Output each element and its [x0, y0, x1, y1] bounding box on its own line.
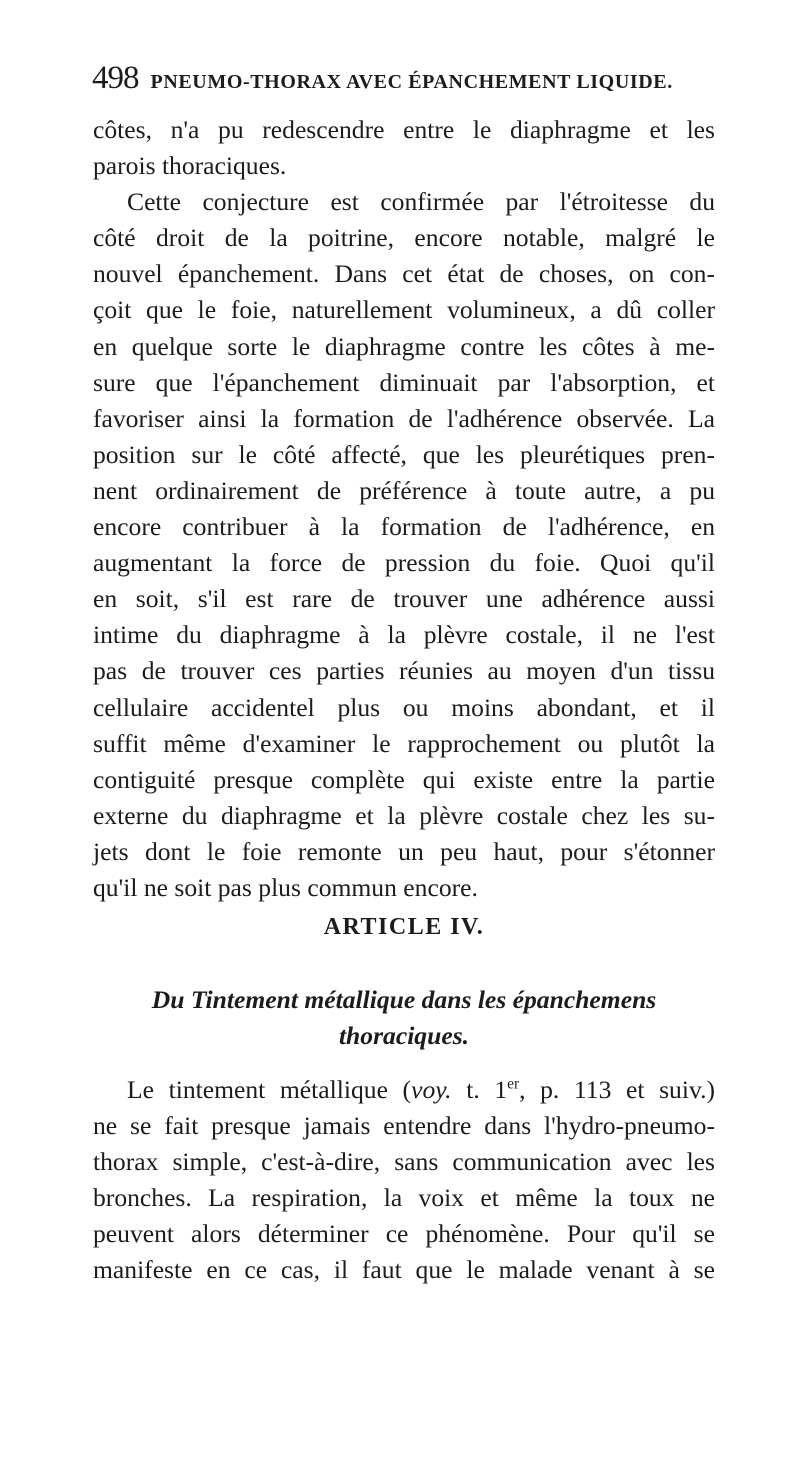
text-line: pas de trouver ces parties réunies au moyen d'un tissu [93, 656, 715, 686]
page-number: 498 [92, 60, 139, 96]
text-line: Le tintement métallique (voy. t. 1er, p. 113 et suiv.) [127, 1075, 716, 1104]
text-line: thorax simple, c'est-à-dire, sans communication avec les [93, 1147, 715, 1177]
running-head [92, 60, 712, 104]
section-title-line: thoraciques. [338, 1021, 470, 1050]
text-line: Cette conjecture est confirmée par l'étroitesse du [127, 187, 715, 217]
text-line: contiguité presque complète qui existe entre la partie [93, 764, 715, 794]
text-line: position sur le côté affecté, que les pleurétiques pren- [93, 439, 715, 469]
text-line: sure que l'épanchement diminuait par l'absorption, et [93, 367, 715, 397]
text-line: nouvel épanchement. Dans cet état de choses, on con- [93, 259, 715, 289]
text-line: ne se fait presque jamais entendre dans l'hydro-pneumo- [93, 1111, 715, 1141]
text-line: nent ordinairement de préférence à toute autre, a pu [93, 475, 715, 505]
text-line: intime du diaphragme à la plèvre costale, il ne l'est [93, 620, 715, 650]
text-line: cellulaire accidentel plus ou moins abondant, et il [93, 692, 715, 722]
text-line: çoit que le foie, naturellement volumineux, a dû coller [93, 295, 715, 325]
text-line: suffit même d'examiner le rapprochement ou plutôt la [93, 728, 715, 758]
text-line: en quelque sorte le diaphragme contre les côtes à me- [93, 331, 715, 361]
text-line: côtes, n'a pu redescendre entre le diaphragme et les [93, 115, 715, 144]
paragraph-conjecture [93, 184, 715, 906]
text-line: bronches. La respiration, la voix et même la toux ne [93, 1183, 715, 1213]
text-line: favoriser ainsi la formation de l'adhérence observée. La [93, 403, 715, 433]
text-line: jets dont le foie remonte un peu haut, pour s'étonner [93, 836, 715, 866]
section-title-line: Du Tintement métallique dans les épanchemens [151, 985, 657, 1014]
article-heading: ARTICLE IV. [323, 914, 485, 940]
text-line: parois thoraciques. [93, 151, 287, 181]
text-line: côté droit de la poitrine, encore notable, malgré le [93, 223, 715, 253]
text-line: qu'il ne soit pas plus commun encore. [93, 872, 478, 902]
paragraph-continuation [93, 112, 715, 184]
text-line: externe du diaphragme et la plèvre costale chez les su- [93, 800, 715, 830]
text-line: manifeste en ce cas, il faut que le malade venant à se [93, 1255, 715, 1285]
paragraph-tintement [93, 1072, 715, 1289]
text-line: augmentant la force de pression du foie. Quoi qu'il [93, 548, 715, 578]
text-line: encore contribuer à la formation de l'adhérence, en [93, 512, 715, 542]
section-title [93, 982, 715, 1054]
text-line: en soit, s'il est rare de trouver une adhérence aussi [93, 584, 715, 614]
running-title: PNEUMO-THORAX AVEC ÉPANCHEMENT LIQUIDE. [150, 71, 673, 93]
text-line: peuvent alors déterminer ce phénomène. Pour qu'il se [93, 1219, 715, 1249]
